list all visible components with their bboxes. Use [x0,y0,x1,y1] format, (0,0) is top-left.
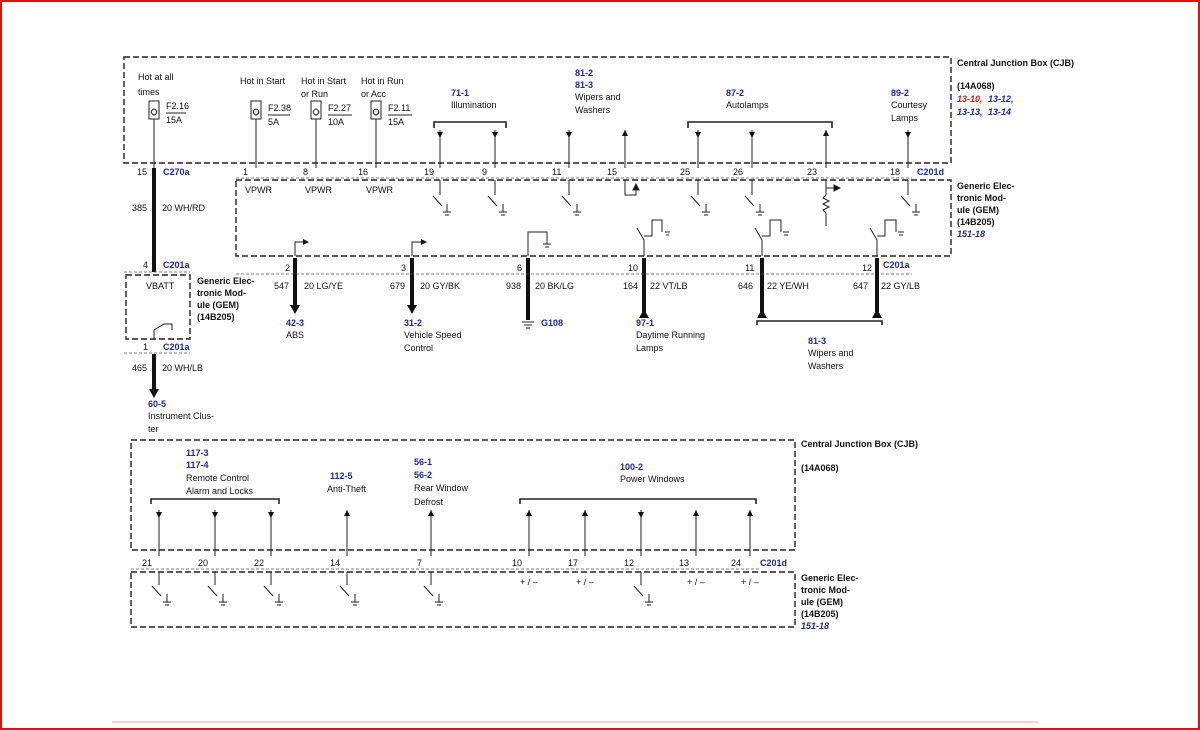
pin-number: 12 [862,263,873,273]
fuse-label: Hot in Start [240,76,286,86]
fuse-f2-11 [361,76,412,168]
gem-title: tronic Mod- [197,288,246,298]
ground-ref: G108 [541,318,564,328]
group-label: Anti-Theft [327,484,367,494]
ref-link: 71-1 [451,88,470,98]
gem-code: (14B205) [957,217,995,227]
wire-color: 22 VT/LB [650,281,688,291]
ref-link: 31-2 [404,318,423,328]
gem-top-box [236,180,951,256]
fuse-f2-16 [138,72,189,168]
pin-number: 12 [624,558,635,568]
fuse-label: or Acc [361,89,387,99]
wire-color: 20 BK/LG [535,281,575,291]
pin-number: 8 [303,167,309,177]
ref-link: 56-2 [414,470,433,480]
connector-c201a: C201a [883,260,910,270]
wire-color: 20 WH/LB [162,363,204,373]
wire-color: 22 GY/LB [881,281,921,291]
output-938 [506,232,574,328]
group-label: Power Windows [620,474,685,484]
fuse-amps: 5A [268,117,280,127]
output-646 [738,220,809,318]
vpwr-label: VPWR [366,185,393,195]
vpwr-label: VPWR [245,185,272,195]
wire-circuit: 465 [132,363,148,373]
vpwr-label: VPWR [305,185,332,195]
group-label: Rear Window [414,483,469,493]
ref-link: 100-2 [620,462,644,472]
plus-minus-label: + / – [520,577,538,587]
pin-number: 11 [552,167,562,177]
gem-title: ule (GEM) [197,300,239,310]
pin-number: 22 [254,558,265,568]
pin-number: 25 [680,167,691,177]
pin-number: 6 [517,263,523,273]
group-anti-theft [327,471,367,556]
cjb-bottom-title: Central Junction Box (CJB) [801,439,919,449]
group-wipers-top [566,68,628,168]
fuse-amps: 15A [388,117,405,127]
cjb-page-red: 13-10, [957,94,983,104]
group-label: Alarm and Locks [186,486,254,496]
group-autolamps [688,88,832,168]
gem-page-ref: 151-18 [801,621,830,631]
wire-color: 20 LG/YE [304,281,344,291]
group-label: Wipers and [575,92,621,102]
output-label: Washers [808,361,844,371]
ref-link: 97-1 [636,318,655,328]
fuse-label: Hot in Run [361,76,404,86]
pin-number: 10 [512,558,523,568]
pin-number: 18 [890,167,901,177]
pin-number: 20 [198,558,209,568]
cluster-label: Instrument Clus- [148,411,215,421]
output-547 [274,239,343,340]
fuse-amps: 15A [166,115,183,125]
group-label: Washers [575,105,611,115]
pin-number: 19 [424,167,435,177]
pin-number: 13 [679,558,690,568]
pin-number: 11 [745,263,755,273]
wire-circuit: 164 [623,281,639,291]
cjb-page-3: 13-14 [988,107,1012,117]
wire-circuit: 547 [274,281,290,291]
gem-title: ule (GEM) [801,597,843,607]
output-647 [236,220,920,318]
wire-color: 20 GY/BK [420,281,461,291]
cjb-top-box [124,57,951,163]
ref-link: 117-3 [186,448,209,458]
pin-number: 16 [358,167,369,177]
cjb-page-1: 13-12, [988,94,1014,104]
ref-link: 81-3 [808,336,827,346]
group-label: Courtesy [891,100,928,110]
pin-number: 17 [568,558,579,568]
group-rear-defrost [414,457,469,556]
pin-number: 14 [330,558,341,568]
pin-number: 1 [243,167,249,177]
ref-link: 81-3 [575,80,594,90]
pin-number: 23 [807,167,818,177]
group-label: Lamps [891,113,919,123]
group-courtesy-lamps [891,88,928,168]
group-label: Remote Control [186,473,250,483]
wire-color: 20 WH/RD [162,203,206,213]
ref-link: 42-3 [286,318,305,328]
pin-number: 24 [731,558,742,568]
pin-number: 9 [482,167,488,177]
cjb-bottom-code: (14A068) [801,463,839,473]
pin-number: 1 [143,342,149,352]
cjb-top-title: Central Junction Box (CJB) [957,58,1075,68]
fuse-f2-27 [301,76,352,168]
group-label: Autolamps [726,100,769,110]
cjb-top-code: (14A068) [957,81,995,91]
ref-link: 117-4 [186,460,209,470]
gem-top-switches [433,180,920,226]
fuse-id: F2.38 [268,103,292,113]
fuse-id: F2.27 [328,103,352,113]
connector-c201a: C201a [163,342,190,352]
output-label: Daytime Running [636,330,706,340]
gem-title: Generic Elec- [197,276,255,286]
output-label: Control [404,343,434,353]
pin-number: 3 [401,263,407,273]
group-label: Defrost [414,497,444,507]
gem-title: Generic Elec- [801,573,859,583]
wire-circuit: 646 [738,281,754,291]
fuse-id: F2.16 [166,101,190,111]
fuse-label: or Run [301,89,329,99]
wire-circuit: 647 [853,281,869,291]
ref-link: 112-5 [330,471,353,481]
group-illumination [434,88,506,168]
pin-number: 10 [628,263,639,273]
gem-title: tronic Mod- [957,193,1006,203]
wipers-bracket [757,321,882,325]
gem-title: tronic Mod- [801,585,850,595]
vbatt-label: VBATT [146,281,175,291]
fuse-id: F2.11 [388,103,411,113]
fuse-f2-38 [240,76,291,168]
ref-link: 89-2 [891,88,910,98]
gem-title: Generic Elec- [957,181,1015,191]
connector-c270a: C270a [163,167,190,177]
pin-number: 4 [143,260,149,270]
wire-color: 22 YE/WH [767,281,809,291]
plus-minus-label: + / – [576,577,594,587]
connector-c201d: C201d [917,167,945,177]
pin-number: 26 [733,167,744,177]
output-label: Vehicle Speed [404,330,462,340]
cjb-page-2: 13-13, [957,107,983,117]
pin-number: 15 [137,167,148,177]
fuse-label: times [138,87,160,97]
output-label: Lamps [636,343,664,353]
wire-circuit: 385 [132,203,148,213]
gem-page-ref: 151-18 [957,229,986,239]
ref-link: 60-5 [148,399,167,409]
connector-c201d: C201d [760,558,788,568]
plus-minus-label: + / – [687,577,705,587]
ref-link: 56-1 [414,457,433,467]
pin-number: 15 [607,167,618,177]
gem-code: (14B205) [801,609,839,619]
fuse-label: Hot at all [138,72,174,82]
connector-c201a: C201a [163,260,190,270]
plus-minus-label: + / – [741,577,759,587]
wire-circuit: 679 [390,281,406,291]
ref-link: 81-2 [575,68,594,78]
fuse-label: Hot in Start [301,76,347,86]
gem-code: (14B205) [197,312,235,322]
output-164 [623,220,705,353]
fuse-amps: 10A [328,117,345,127]
group-remote-control [151,448,279,556]
output-label: ABS [286,330,305,340]
cluster-label: ter [148,424,159,434]
group-power-windows [520,462,756,556]
wire-circuit: 938 [506,281,522,291]
group-label: Illumination [451,100,497,110]
output-label: Wipers and [808,348,854,358]
ref-link: 87-2 [726,88,745,98]
pin-number: 2 [285,263,291,273]
gem-title: ule (GEM) [957,205,999,215]
pin-number: 7 [417,558,423,568]
pin-number: 21 [142,558,153,568]
